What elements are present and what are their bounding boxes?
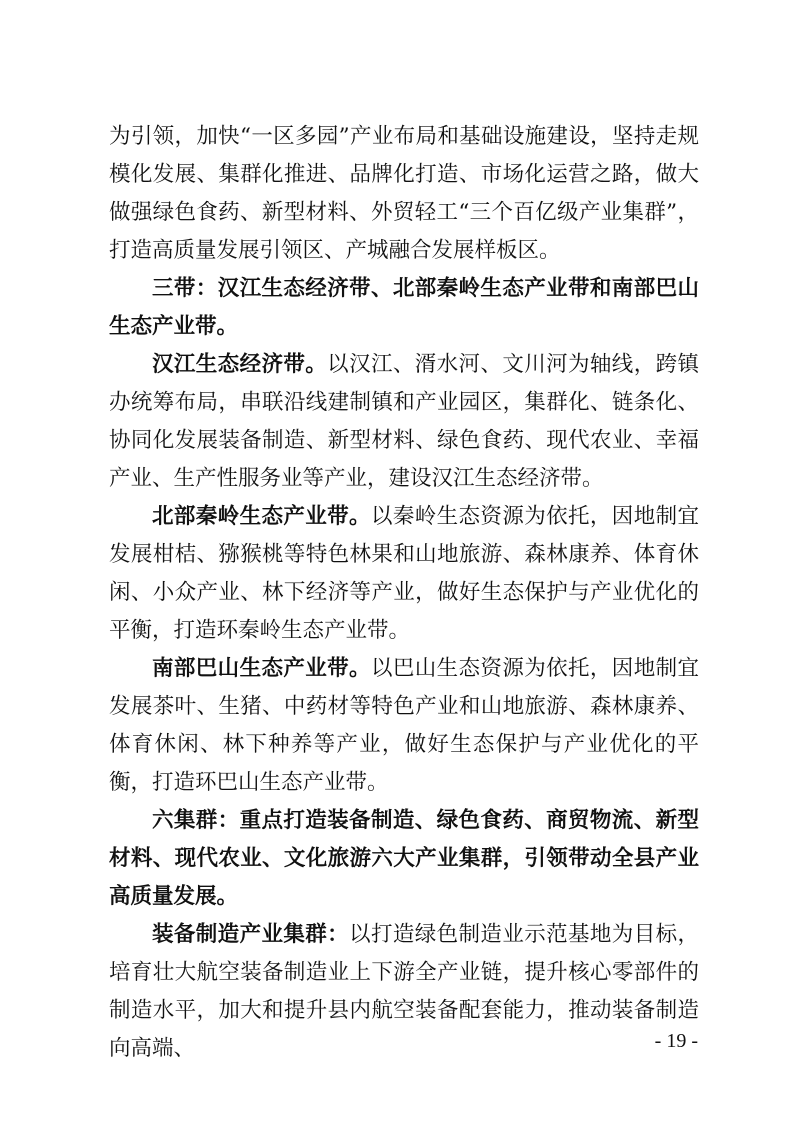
paragraph-qinling-belt [109, 498, 699, 650]
paragraph-lead: 南部巴山生态产业带。 [152, 656, 371, 681]
page-body [109, 118, 699, 1068]
paragraph-text: 以打造绿色制造业示范基地为目标，培育壮大航空装备制造业上下游全产业链，提升核心零部件的制造水平，加大和提升县内航空装备配套能力，推动装备制造向高端、 [109, 922, 699, 1061]
paragraph-hanjiang-belt [109, 346, 699, 498]
paragraph-continuation [109, 118, 699, 270]
paragraph-lead: 六集群：重点打造装备制造、绿色食药、商贸物流、新型材料、现代农业、文化旅游六大产业集群，引领带动全县产业高质量发展。 [109, 808, 699, 909]
paragraph-lead: 北部秦岭生态产业带。 [152, 504, 371, 529]
section-heading-six-clusters [109, 802, 699, 916]
paragraph-text: 以汉江、湑水河、文川河为轴线，跨镇办统筹布局，串联沿线建制镇和产业园区，集群化、链条化、协同化发展装备制造、新型材料、绿色食药、现代农业、幸福产业、生产性服务业等产业，建设汉江生态经济带。 [109, 352, 699, 491]
paragraph-lead: 三带：汉江生态经济带、北部秦岭生态产业带和南部巴山生态产业带。 [109, 276, 699, 339]
paragraph-text: 为引领，加快“一区多园”产业布局和基础设施建设，坚持走规模化发展、集群化推进、品牌化打造、市场化运营之路，做大做强绿色食药、新型材料、外贸轻工“三个百亿级产业集群”，打造高质量发展引领区、产城融合发展样板区。 [109, 124, 699, 263]
page-number: - 19 - [654, 1030, 698, 1052]
paragraph-lead: 汉江生态经济带。 [152, 352, 328, 377]
paragraph-lead: 装备制造产业集群： [152, 922, 350, 947]
paragraph-text: 以巴山生态资源为依托，因地制宜发展茶叶、生猪、中药材等特色产业和山地旅游、森林康养、体育休闲、林下种养等产业，做好生态保护与产业优化的平衡，打造环巴山生态产业带。 [109, 656, 699, 795]
paragraph-text: 以秦岭生态资源为依托，因地制宜发展柑桔、猕猴桃等特色林果和山地旅游、森林康养、体育休闲、小众产业、林下经济等产业，做好生态保护与产业优化的平衡，打造环秦岭生态产业带。 [109, 504, 699, 643]
section-heading-three-belts [109, 270, 699, 346]
paragraph-bashan-belt [109, 650, 699, 802]
